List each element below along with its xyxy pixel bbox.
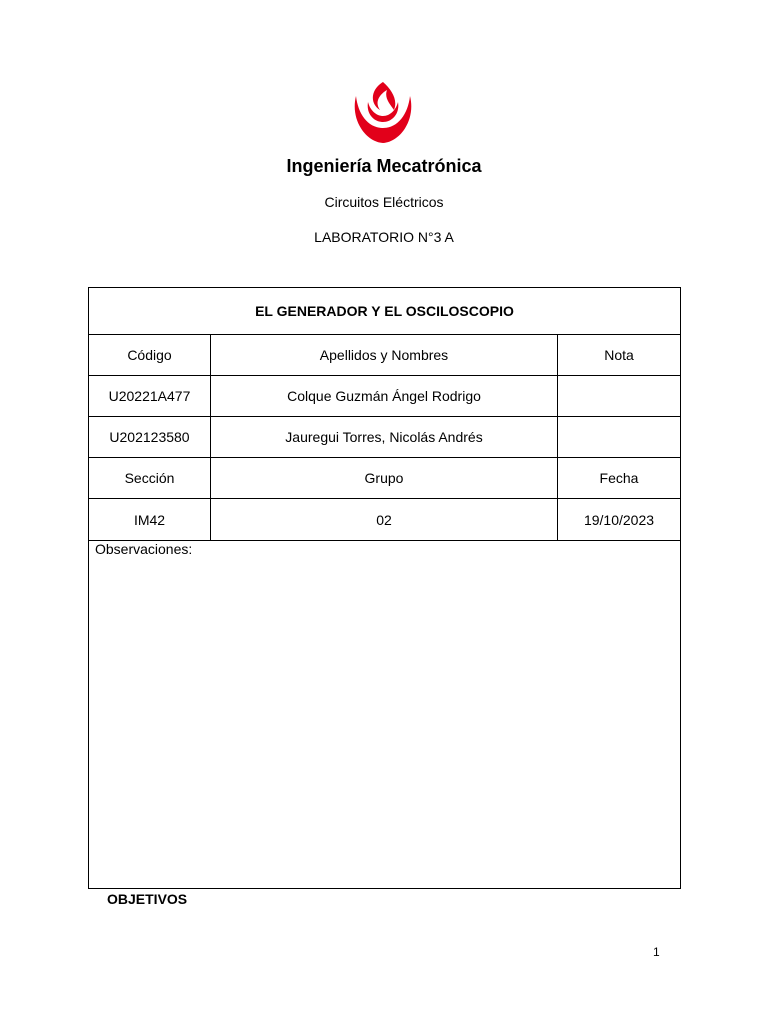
info-header-row — [89, 458, 680, 499]
col-header-grade: Nota — [604, 347, 634, 363]
info-header-date: Fecha — [599, 470, 639, 486]
date-value: 19/10/2023 — [583, 511, 655, 528]
observations-label: Observaciones: — [95, 541, 193, 557]
logo-flame-inner — [373, 82, 395, 110]
student-code: U20221A477 — [89, 376, 211, 416]
student-grade — [558, 417, 680, 457]
col-header-code: Código — [89, 335, 211, 375]
info-value-row — [89, 499, 680, 541]
table-row — [89, 417, 680, 458]
lab-number: LABORATORIO N°3 A — [314, 229, 454, 245]
student-name: Jauregui Torres, Nicolás Andrés — [211, 417, 558, 457]
student-name: Colque Guzmán Ángel Rodrigo — [211, 376, 558, 416]
section-value: IM42 — [89, 499, 211, 540]
info-header-group: Grupo — [211, 458, 558, 498]
cover-table — [88, 287, 681, 889]
table-title-row — [89, 288, 680, 335]
col-header-names: Apellidos y Nombres — [211, 335, 558, 375]
objectives-heading: OBJETIVOS — [107, 891, 188, 907]
table-row — [89, 376, 680, 417]
group-value: 02 — [211, 499, 558, 540]
table-title: EL GENERADOR Y EL OSCILOSCOPIO — [255, 303, 514, 319]
student-code: U202123580 — [89, 417, 211, 457]
course-name: Circuitos Eléctricos — [324, 194, 444, 210]
page-number: 1 — [653, 945, 660, 959]
university-logo — [350, 80, 416, 144]
info-header-section: Sección — [89, 458, 211, 498]
student-grade — [558, 376, 680, 416]
page-title: Ingeniería Mecatrónica — [286, 156, 482, 176]
table-header-row — [89, 335, 680, 376]
